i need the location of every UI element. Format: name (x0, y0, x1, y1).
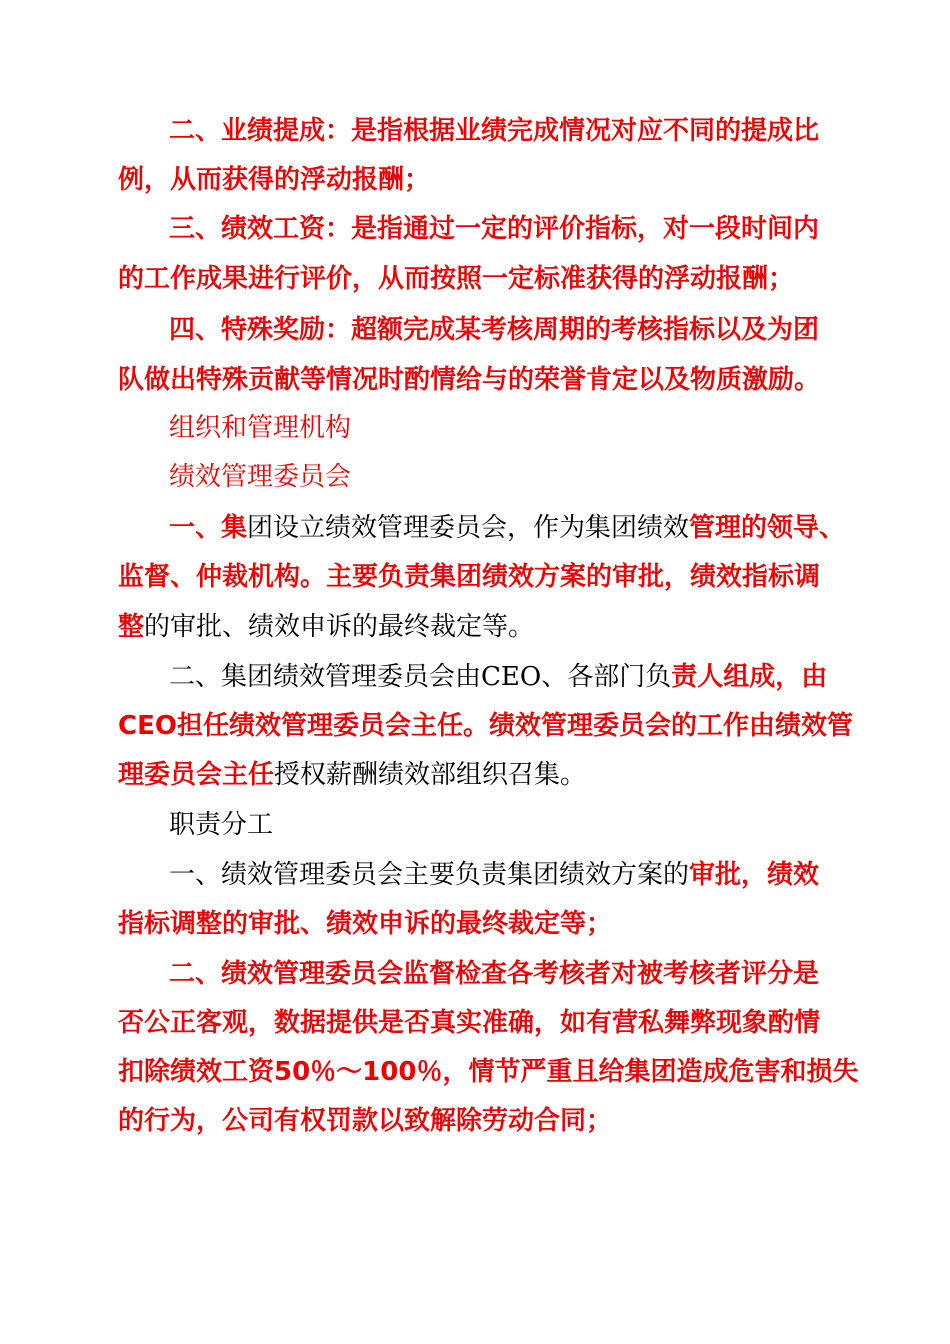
text-run: 三、绩效工资：是指通过一定的评价指标，对一段时间内 (169, 214, 820, 244)
text-run: 否公正客观，数据提供是否真实准确，如有营私舞弊现象酌情 (118, 1008, 821, 1038)
paragraph-performance-salary-line-2 (118, 262, 794, 296)
paragraph-committee-supervision-line-4 (118, 1104, 612, 1138)
paragraph-committee-setup-line-3 (118, 610, 534, 644)
paragraph-committee-members-line-1 (169, 660, 827, 694)
text-run: 例，从而获得的浮动报酬； (118, 165, 431, 195)
text-run: 一、集 (169, 513, 248, 543)
text-run: 责人组成，由 (671, 662, 828, 692)
text-run: 四、特殊奖励：超额完成某考核周期的考核指标以及为团 (169, 315, 820, 345)
text-run: 队做出特殊贡献等情况时酌情给与的荣誉肯定以及物质激励。 (118, 365, 821, 395)
text-run: CEO担任绩效管理委员会主任。绩效管理委员会的工作由绩效管 (118, 711, 853, 741)
paragraph-performance-commission-line-1 (169, 114, 819, 148)
heading-committee (169, 460, 351, 494)
paragraph-special-award-line-1 (169, 313, 819, 347)
text-run: 二、业绩提成：是指根据业绩完成情况对应不同的提成比 (169, 116, 820, 146)
heading-text: 组织和管理机构 (169, 413, 352, 443)
text-run: 理委员会主任 (118, 760, 275, 790)
text-run: 指标调整的审批、绩效申诉的最终裁定等； (118, 909, 613, 939)
paragraph-committee-duties-line-2 (118, 907, 612, 941)
text-run: 监督、仲裁机构。主要负责集团绩效方案的审批，绩效指标调 (118, 562, 821, 592)
paragraph-committee-members-line-2 (118, 709, 853, 743)
paragraph-committee-members-line-3 (118, 758, 586, 792)
text-run: 一、绩效管理委员会主要负责集团绩效方案的 (169, 860, 690, 890)
paragraph-committee-setup-line-2 (118, 560, 820, 594)
text-run: 管理的领导、 (689, 513, 846, 543)
text-run: 整 (118, 612, 145, 642)
text-run: 团设立绩效管理委员会，作为集团绩效 (247, 513, 690, 543)
text-run: 授权薪酬绩效部组织召集。 (274, 760, 587, 790)
paragraph-committee-duties-line-1 (169, 858, 819, 892)
paragraph-committee-supervision-line-2 (118, 1006, 820, 1040)
text-run: 的行为，公司有权罚款以致解除劳动合同； (118, 1106, 613, 1136)
paragraph-committee-supervision-line-3 (118, 1055, 858, 1089)
paragraph-committee-supervision-line-1 (169, 957, 819, 991)
heading-organization (169, 411, 351, 445)
heading-text: 职责分工 (169, 810, 274, 840)
text-run: 审批，绩效 (689, 860, 820, 890)
heading-responsibilities (169, 808, 273, 842)
heading-text: 绩效管理委员会 (169, 462, 352, 492)
text-run: 的审批、绩效申诉的最终裁定等。 (144, 612, 535, 642)
text-run: 二、绩效管理委员会监督检查各考核者对被考核者评分是 (169, 959, 820, 989)
paragraph-performance-salary-line-1 (169, 212, 819, 246)
paragraph-committee-setup-line-1 (169, 511, 845, 545)
text-run: 的工作成果进行评价，从而按照一定标准获得的浮动报酬； (118, 264, 795, 294)
text-run: 扣除绩效工资50％～100％，情节严重且给集团造成危害和损失 (118, 1057, 859, 1087)
paragraph-performance-commission-line-2 (118, 163, 430, 197)
text-run: 二、集团绩效管理委员会由CEO、各部门负 (169, 662, 672, 692)
paragraph-special-award-line-2 (118, 363, 820, 397)
